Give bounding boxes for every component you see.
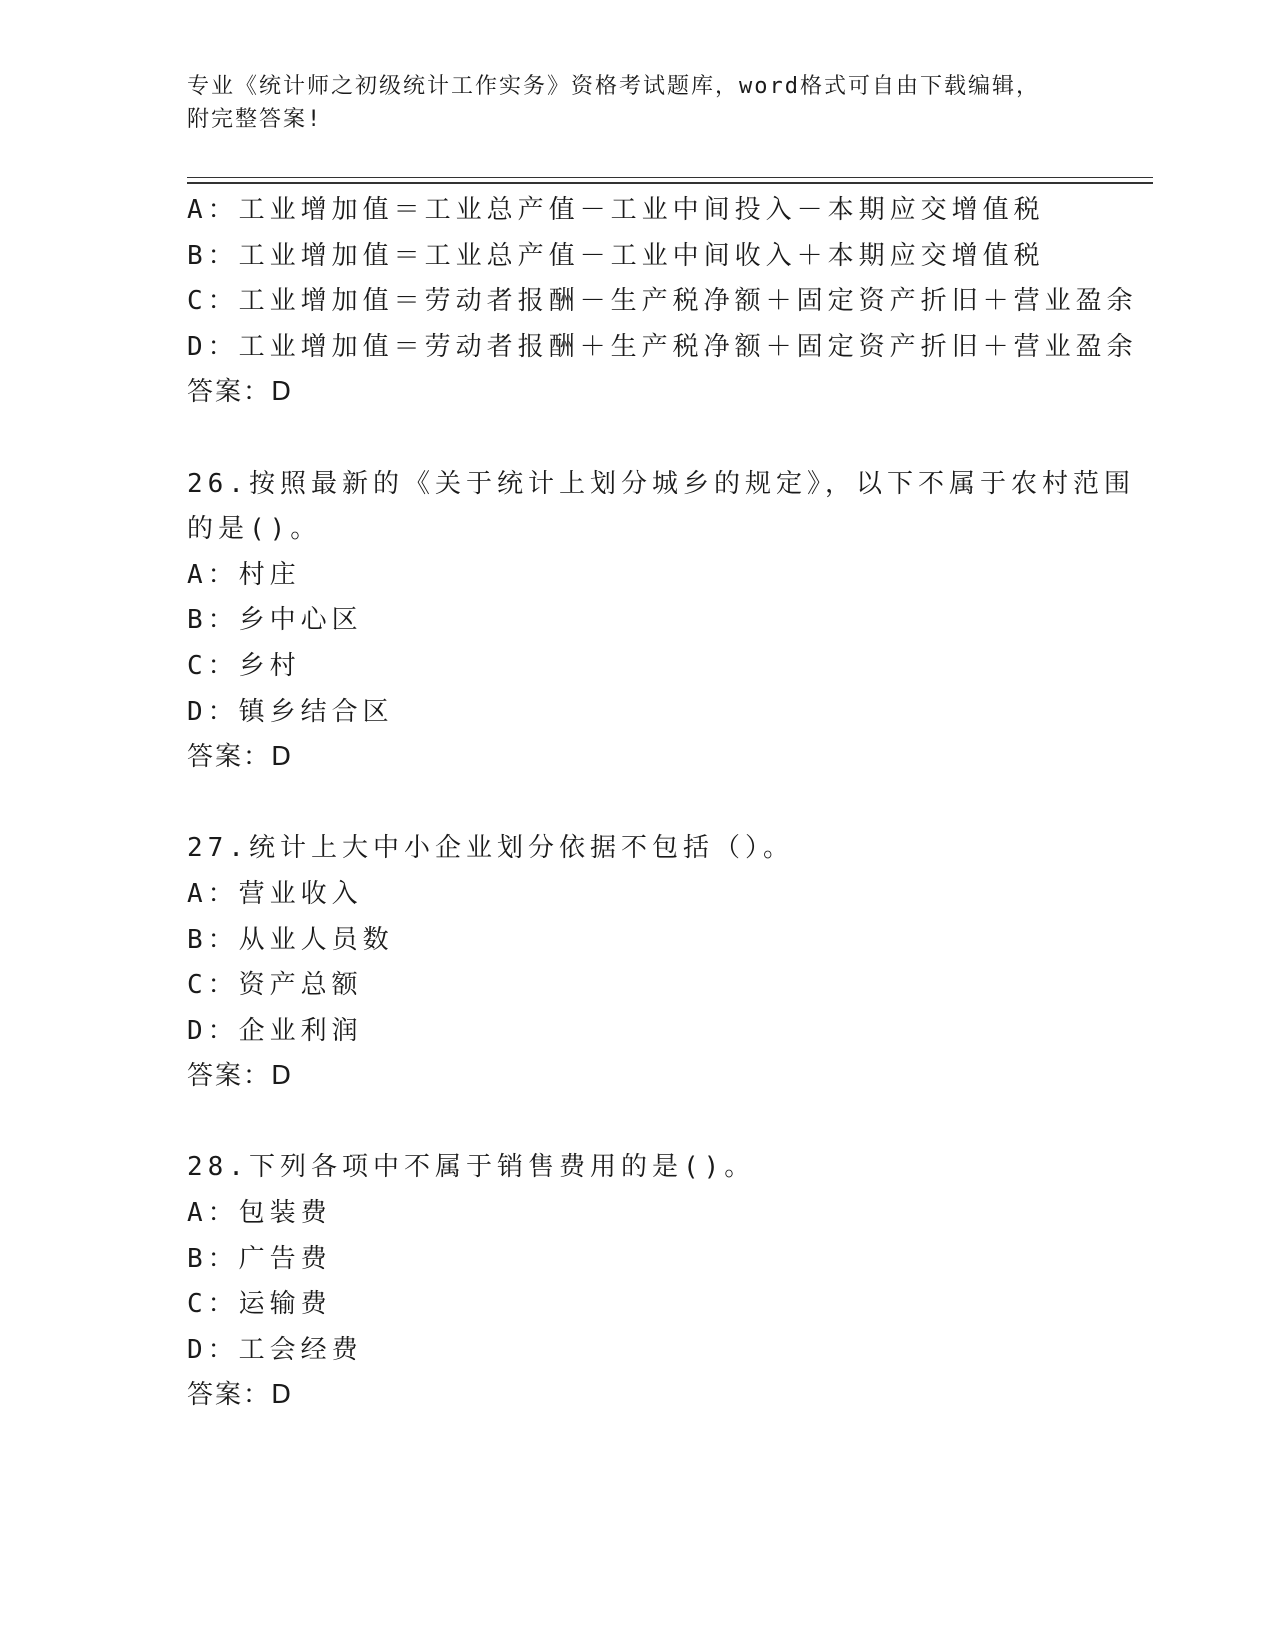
question-text: 26.按照最新的《关于统计上划分城乡的规定》，以下不属于农村范围 xyxy=(187,468,1135,499)
question-28 xyxy=(187,1145,1087,1419)
answer: 答案：D xyxy=(187,1380,294,1411)
option-c: C：运输费 xyxy=(187,1289,332,1320)
option-d: D：工会经费 xyxy=(187,1334,363,1365)
option-c: C：资产总额 xyxy=(187,970,363,1001)
spacer xyxy=(187,781,1087,827)
question-25 xyxy=(187,188,1138,416)
question-text: 27.统计上大中小企业划分依据不包括（）。 xyxy=(187,833,794,864)
header-divider-thick xyxy=(187,182,1153,184)
document-header xyxy=(187,70,1067,136)
option-a: A：包装费 xyxy=(187,1198,332,1229)
option-a: A：工业增加值＝工业总产值－工业中间投入－本期应交增值税 xyxy=(187,195,1045,225)
option-b: B：广告费 xyxy=(187,1243,332,1274)
option-d: D：企业利润 xyxy=(187,1015,363,1046)
option-c: C：乡村 xyxy=(187,650,301,681)
option-a: A：村庄 xyxy=(187,559,301,590)
question-list xyxy=(187,188,1138,1419)
option-b: B：工业增加值＝工业总产值－工业中间收入＋本期应交增值税 xyxy=(187,240,1045,271)
option-b: B：乡中心区 xyxy=(187,605,363,636)
answer: 答案：D xyxy=(187,1061,294,1092)
spacer xyxy=(187,1100,1087,1146)
spacer xyxy=(187,416,1087,462)
option-c: C：工业增加值＝劳动者报酬－生产税净额＋固定资产折旧＋营业盈余 xyxy=(187,286,1138,317)
header-line-1: 专业《统计师之初级统计工作实务》资格考试题库，word格式可自由下载编辑， xyxy=(187,74,1040,99)
question-text-continued: 的是()。 xyxy=(187,514,322,545)
option-a: A：营业收入 xyxy=(187,878,363,909)
option-d: D：工业增加值＝劳动者报酬＋生产税净额＋固定资产折旧＋营业盈余 xyxy=(187,331,1138,362)
answer: 答案：D xyxy=(187,742,294,773)
question-text: 28.下列各项中不属于销售费用的是()。 xyxy=(187,1152,756,1183)
header-line-2: 附完整答案! xyxy=(187,107,323,132)
option-d: D：镇乡结合区 xyxy=(187,696,394,727)
option-b: B：从业人员数 xyxy=(187,924,394,955)
question-27 xyxy=(187,826,1087,1100)
question-26 xyxy=(187,462,1135,781)
answer: 答案：D xyxy=(187,377,294,408)
header-divider-thin xyxy=(187,177,1153,178)
